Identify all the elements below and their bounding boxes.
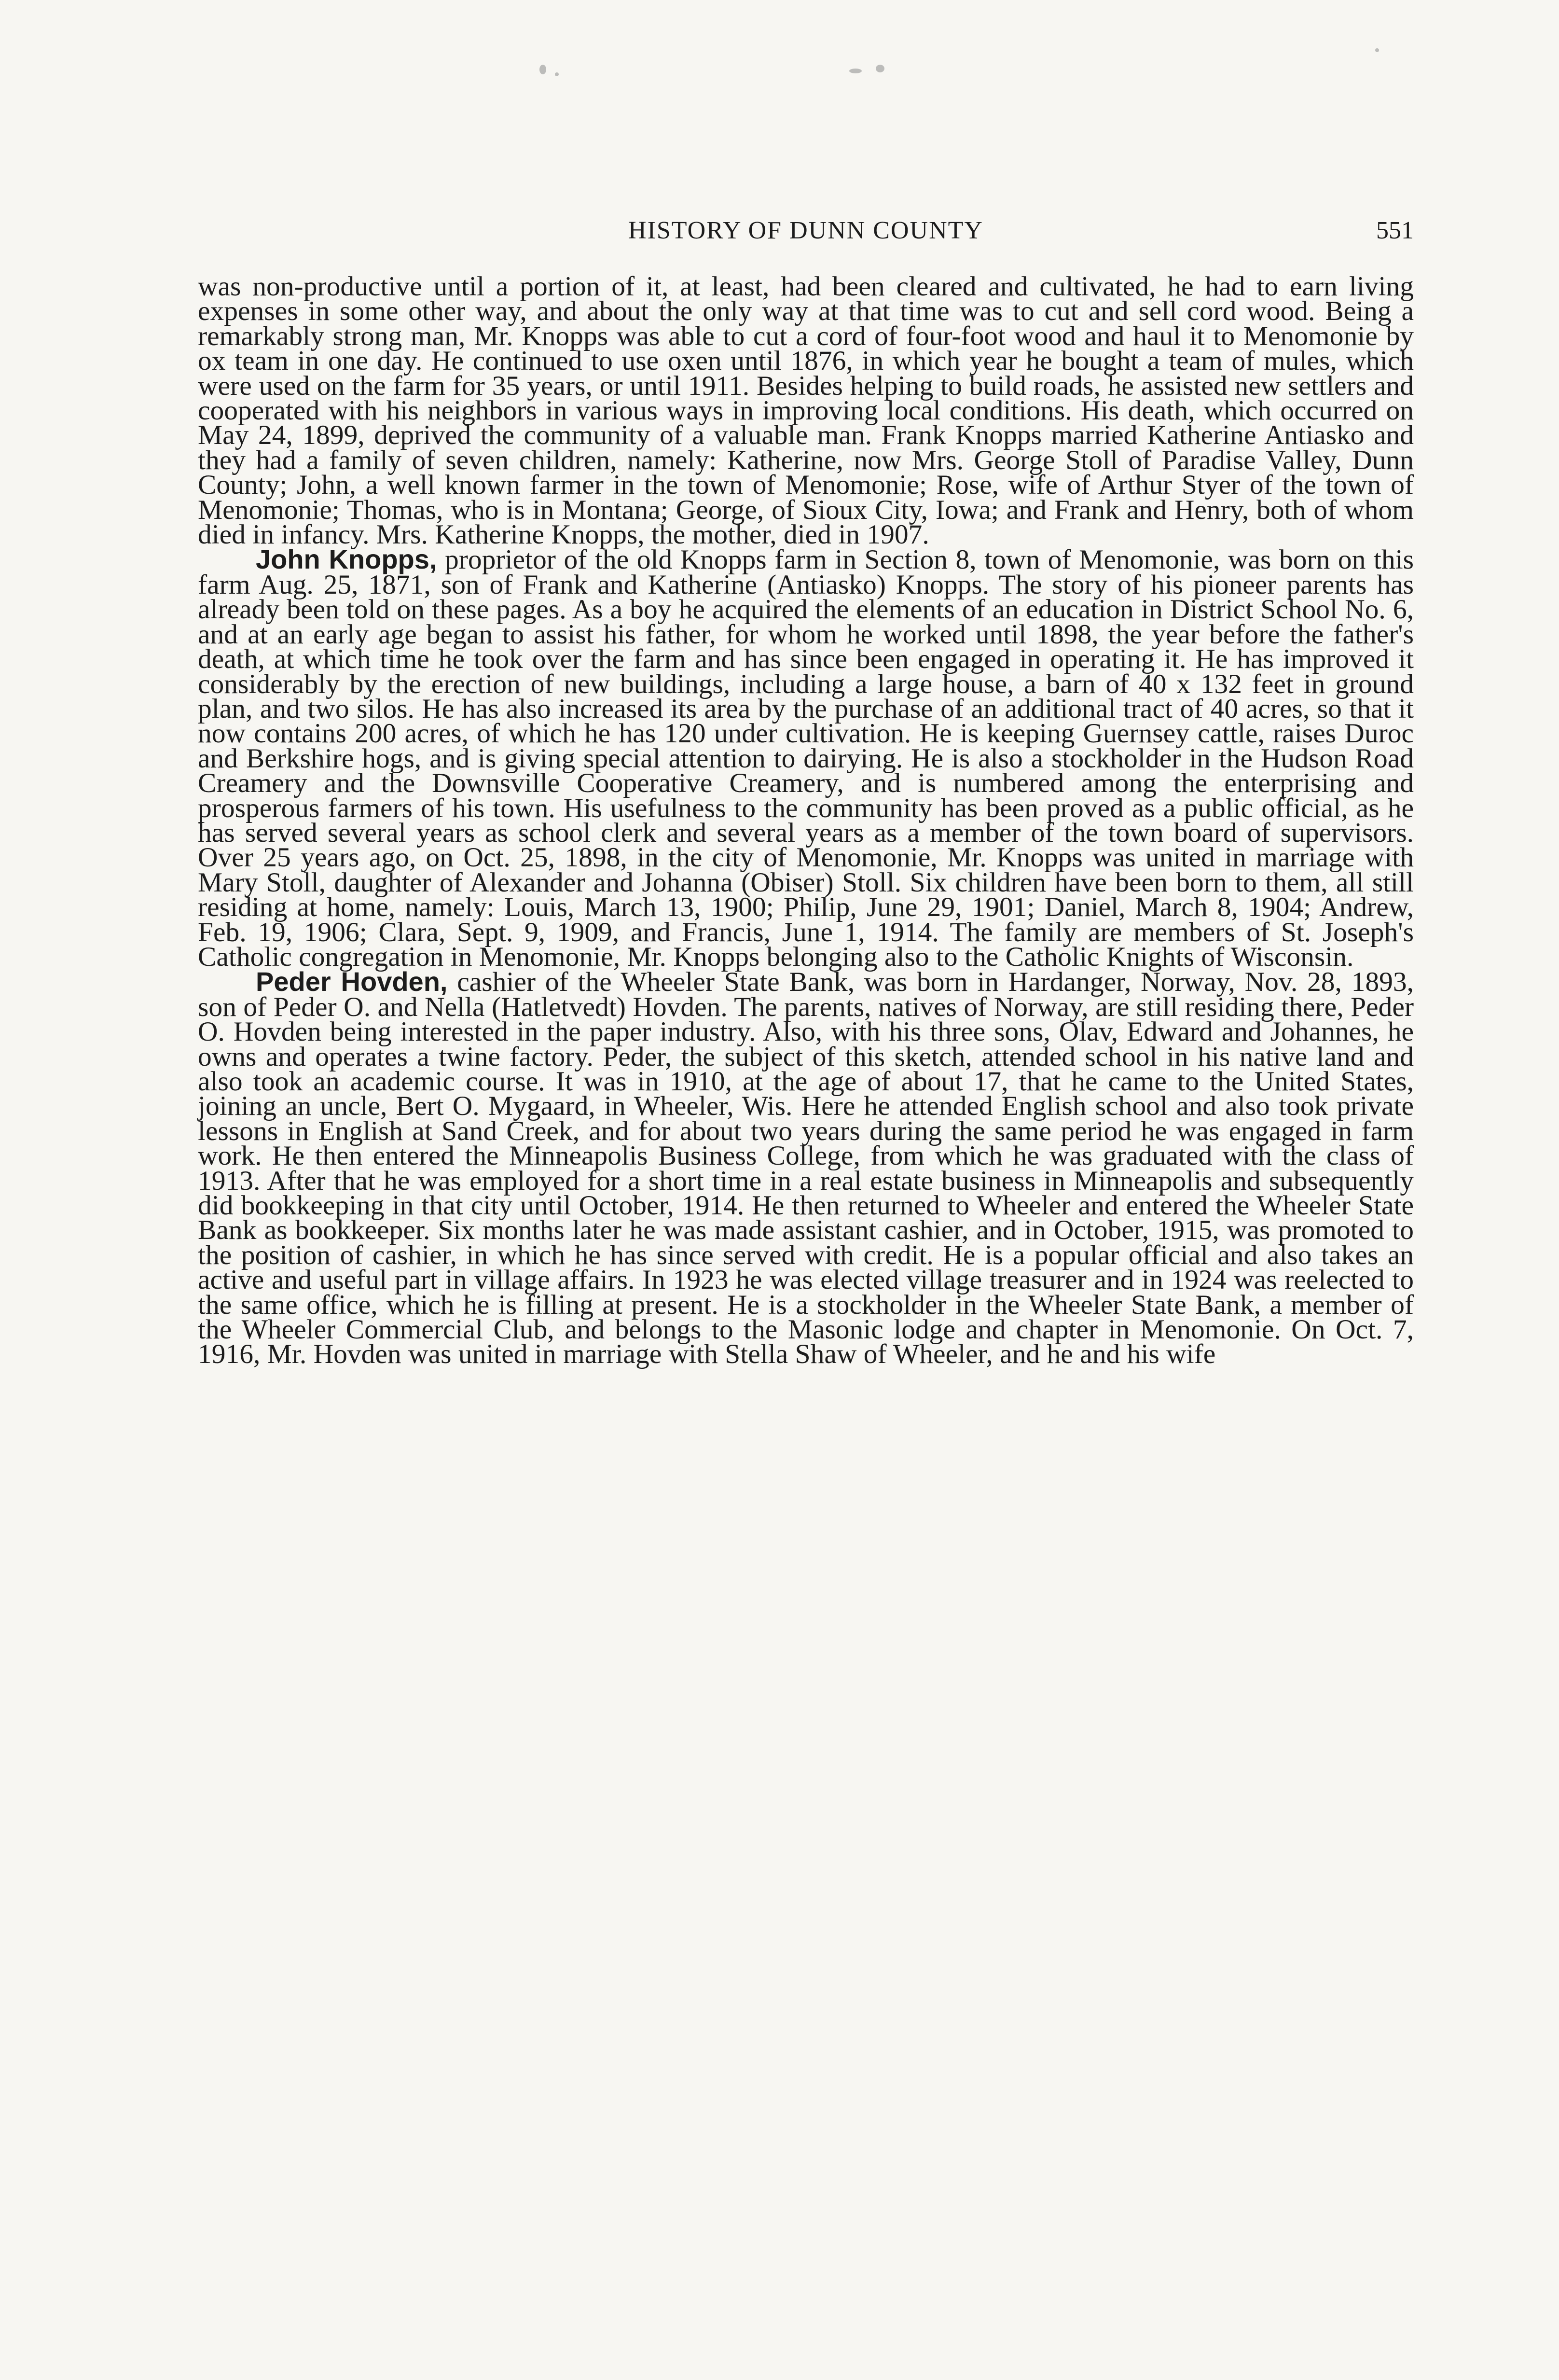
body-text	[198, 271, 1414, 1370]
print-speck	[876, 65, 884, 72]
paragraph-john-knopps	[198, 544, 1414, 972]
print-speck	[1375, 48, 1379, 52]
paragraph-frank-knopps-continuation	[198, 271, 1414, 550]
print-speck	[539, 65, 546, 74]
biography-name: John Knopps,	[256, 544, 437, 575]
paragraph-text: proprietor of the old Knopps farm in Section 8, town of Menomonie, was born on this farm Aug. 25, 1871, son of Frank and Katherine (Antiasko) Knopps. The story of his pioneer parents has already been told on these pages. As a boy he acquired the elements of an education in District School No. 6, and at an early age began to assist his father, for whom he worked until 1898, the year before the father's death, at which time he took over the farm and has since been engaged in operating it. He has improved it considerably by the erection of new buildings, including a large house, a barn of 40 x 132 feet in ground plan, and two silos. He has also increased its area by the purchase of an additional tract of 40 acres, so that it now contains 200 acres, of which he has 120 under cultivation. He is keeping Guernsey cattle, raises Duroc and Berkshire hogs, and is giving special attention to dairying. He is also a stockholder in the Hudson Road Creamery and the Downsville Cooperative Creamery, and is numbered among the enterprising and prosperous farmers of his town. His usefulness to the community has been proved as a public official, as he has served several years as school clerk and several years as a member of the town board of supervisors. Over 25 years ago, on Oct. 25, 1898, in the city of Menomonie, Mr. Knopps was united in marriage with Mary Stoll, daughter of Alexander and Johanna (Obiser) Stoll. Six children have been born to them, all still residing at home, namely: Louis, March 13, 1900; Philip, June 29, 1901; Daniel, March 8, 1904; Andrew, Feb. 19, 1906; Clara, Sept. 9, 1909, and Francis, June 1, 1914. The family are members of St. Joseph's Catholic congregation in Menomonie, Mr. Knopps belonging also to the Catholic Knights of Wisconsin.	[198, 544, 1414, 972]
page-number: 551	[1376, 217, 1414, 244]
page-header	[198, 216, 1414, 250]
print-speck	[555, 72, 559, 76]
paragraph-text: cashier of the Wheeler State Bank, was born in Hardanger, Norway, Nov. 28, 1893, son of Peder O. and Nella (Hatletvedt) Hovden. The parents, natives of Norway, are still residing there, Peder O. Hovden being interested in the paper industry. Also, with his three sons, Olav, Edward and Johannes, he owns and operates a twine factory. Peder, the subject of this sketch, attended school in his native land and also took an academic course. It was in 1910, at the age of about 17, that he came to the United States, joining an uncle, Bert O. Mygaard, in Wheeler, Wis. Here he attended English school and also took private lessons in English at Sand Creek, and for about two years during the same period he was engaged in farm work. He then entered the Minneapolis Business College, from which he was graduated with the class of 1913. After that he was employed for a short time in a real estate business in Minneapolis and subsequently did bookkeeping in that city until October, 1914. He then returned to Wheeler and entered the Wheeler State Bank as bookkeeper. Six months later he was made assistant cashier, and in October, 1915, was promoted to the position of cashier, in which he has since served with credit. He is a popular official and also takes an active and useful part in village affairs. In 1923 he was elected village treasurer and in 1924 was reelected to the same office, which he is filling at present. He is a stockholder in the Wheeler State Bank, a member of the Wheeler Commercial Club, and belongs to the Masonic lodge and chapter in Menomonie. On Oct. 7, 1916, Mr. Hovden was united in marriage with Stella Shaw of Wheeler, and he and his wife	[198, 967, 1414, 1370]
print-speck	[849, 69, 862, 73]
running-head: HISTORY OF DUNN COUNTY	[628, 217, 983, 244]
paragraph-text: was non-productive until a portion of it, at least, had been cleared and cultivated, he had to earn living expenses in some other way, and about the only way at that time was to cut and sell cord wood. Being a remarkably strong man, Mr. Knopps was able to cut a cord of four-foot wood and haul it to Menomonie by ox team in one day. He continued to use oxen until 1876, in which year he bought a team of mules, which were used on the farm for 35 years, or until 1911. Besides helping to build roads, he assisted new settlers and cooperated with his neighbors in various ways in improving local conditions. His death, which occurred on May 24, 1899, deprived the community of a valuable man. Frank Knopps married Katherine Antiasko and they had a family of seven children, namely: Katherine, now Mrs. George Stoll of Paradise Valley, Dunn County; John, a well known farmer in the town of Menomonie; Rose, wife of Arthur Styer of the town of Menomonie; Thomas, who is in Montana; George, of Sioux City, Iowa; and Frank and Henry, both of whom died in infancy. Mrs. Katherine Knopps, the mother, died in 1907.	[198, 271, 1414, 550]
biography-name: Peder Hovden,	[256, 966, 448, 997]
paragraph-peder-hovden	[198, 966, 1414, 1370]
